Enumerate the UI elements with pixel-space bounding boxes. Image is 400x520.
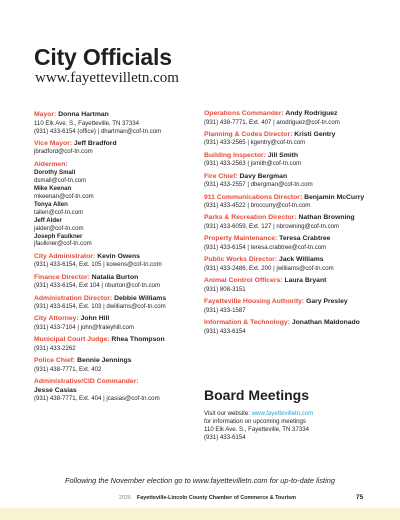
official-name: Jonathan Maldonado (291, 318, 360, 326)
official-name: Kevin Owens (97, 252, 140, 260)
official-role: Animal Control Officers: (204, 277, 283, 285)
official-entry-animal-control (204, 277, 384, 294)
alderman-email: jfaulkner@cof-tn.com (34, 240, 92, 248)
official-role: Administrative/CID Commander: (34, 378, 139, 386)
bottom-decorative-stripe (0, 508, 400, 520)
official-contact: (931) 433-6154, Ext. 103 | dwilliams@cof-tn.com (34, 303, 166, 311)
official-entry-city-attorney (34, 315, 204, 332)
official-entry-cid-commander (34, 378, 204, 403)
alderman-email: dsmall@cof-tn.com (34, 177, 87, 185)
board-info-line: for information on upcoming meetings (204, 417, 306, 425)
official-entry-property-maintenance (204, 235, 384, 252)
official-role: Mayor: (34, 111, 57, 118)
official-entry-administration-director (34, 295, 204, 312)
official-contact: (931) 438-7771, Ext. 407 | arodriguez@cof-tn.com (204, 118, 340, 126)
official-role: Parks & Recreation Director: (204, 214, 297, 222)
page-number: 75 (356, 494, 364, 501)
official-role: Building Inspector: (204, 151, 266, 159)
official-name: Teresa Crabtree (279, 235, 331, 243)
official-role: Vice Mayor: (34, 139, 73, 147)
official-entry-city-administrator (34, 253, 204, 270)
official-contact: (931) 433-4522 | bmccurry@cof-tn.com (204, 202, 311, 210)
official-name: Kristi Gentry (294, 130, 336, 138)
official-name: Benjamin McCurry (304, 193, 365, 201)
official-contact: (931) 433-2262 (34, 344, 76, 352)
official-name: Bennie Jennings (77, 357, 132, 365)
board-address: 110 Elk Ave. S., Fayetteville, TN 37334 (204, 425, 310, 433)
board-meetings-heading: Board Meetings (204, 387, 310, 403)
official-role: Administration Director: (34, 294, 113, 302)
official-name: Nathan Browning (298, 214, 355, 222)
official-role: Municipal Court Judge: (34, 336, 110, 344)
alderman-name: Joseph Faulkner (34, 232, 83, 240)
official-role: Police Chief: (34, 357, 76, 365)
alderman-name: Mike Keenan (34, 185, 72, 193)
official-name: Davy Bergman (239, 172, 288, 180)
official-contact: (931) 433-6154, Ext 104 | nburton@cof-tn.com (34, 282, 160, 290)
official-contact: (931) 433-6154 (office) | dhartman@cof-tn.com (34, 127, 162, 135)
official-role: 911 Communications Director: (204, 193, 303, 201)
election-note: Following the November election go to www.fayettevilletn.com for up-to-date listing (65, 476, 335, 485)
official-entry-planning-codes-director (204, 131, 384, 148)
official-contact: (931) 433-1587 (204, 306, 246, 314)
official-name: Laura Bryant (284, 277, 327, 285)
official-role: Fayetteville Housing Authority: (204, 298, 305, 306)
page-title: City Officials (34, 44, 172, 70)
official-entry-building-inspector (204, 152, 384, 169)
footer-chamber-name: Fayetteville-Lincoln County Chamber of Commerce & Tourism (137, 495, 296, 501)
alderman-name: Dorothy Small (34, 169, 76, 177)
official-name: Natalia Burton (91, 273, 139, 281)
website-url[interactable]: www.fayettevilletn.com (35, 70, 179, 86)
official-contact: (931) 433-2486, Ext. 200 | jwilliams@cof-tn.com (204, 264, 334, 272)
alderman-name: Jeff Alder (34, 216, 62, 224)
official-entry-public-works-director (204, 256, 384, 273)
official-entry-housing-authority (204, 298, 384, 315)
board-website-link[interactable]: www.fayettevilletn.com (251, 410, 314, 417)
official-entry-information-technology (204, 319, 384, 336)
official-name: Jill Smith (267, 151, 299, 159)
official-contact: (931) 433-6154, Ext. 105 | kowens@cof-tn.com (34, 261, 162, 269)
official-role: Planning & Codes Director: (204, 130, 293, 138)
official-contact: jbradford@cof-tn.com (34, 148, 93, 156)
official-contact: (931) 808-3151 (204, 285, 246, 293)
official-name: John Hill (80, 315, 110, 323)
official-contact: (931) 433-7104 | john@fraleyhill.com (34, 324, 134, 331)
alderman-email: mkeenan@cof-tn.com (34, 193, 94, 200)
official-name: Rhea Thompson (111, 336, 165, 344)
official-name: Jesse Casias (34, 386, 77, 394)
official-role: City Administrator: (34, 252, 96, 260)
official-role: Operations Commander: (204, 110, 284, 117)
alderman-email: jalder@cof-tn.com (34, 224, 84, 232)
official-name: Jack Williams (279, 256, 324, 264)
official-entry-aldermen (34, 161, 204, 249)
board-visit-label: Visit our website: (204, 410, 252, 417)
official-role: Fire Chief: (204, 172, 238, 180)
official-contact: (931) 438-7771, Ext. 402 (34, 365, 102, 373)
board-phone: (931) 433-6154 (204, 433, 246, 441)
official-contact: (931) 433-2557 | dbergman@cof-tn.com (204, 181, 313, 189)
official-contact: (931) 438-7771, Ext. 404 | jcasias@cof-tn.com (34, 395, 160, 403)
official-entry-vice-mayor (34, 140, 204, 157)
alderman-name: Tonya Allen (34, 200, 68, 208)
official-contact: (931) 433-6154 (204, 327, 246, 335)
official-role: City Attorney: (34, 315, 79, 323)
official-name: Jeff Bradford (73, 139, 117, 147)
official-role: Information & Technology: (204, 318, 290, 326)
official-address: 110 Elk Ave. S., Fayetteville, TN 37334 (34, 119, 140, 127)
official-entry-municipal-court-judge (34, 336, 204, 353)
official-entry-police-chief (34, 357, 204, 374)
alderman-email: tallen@cof-tn.com (34, 208, 84, 216)
officials-right-column (204, 110, 384, 340)
official-name: Gary Presley (306, 298, 348, 306)
official-contact: (931) 433-2563 | jsmith@cof-tn.com (204, 160, 302, 168)
official-contact: (931) 433-6154 | teresa.crabtree@cof-tn.com (204, 243, 327, 251)
official-name: Andy Rodriguez (285, 110, 338, 117)
official-entry-mayor (34, 111, 204, 135)
footer-year: 2026 (119, 495, 131, 501)
board-meetings-info (204, 410, 384, 442)
official-name: Debbie Williams (114, 294, 167, 302)
official-entry-finance-director (34, 274, 204, 291)
official-role: Property Maintenance: (204, 235, 278, 243)
official-role: Aldermen: (34, 160, 68, 168)
official-entry-parks-director (204, 214, 384, 231)
official-entry-fire-chief (204, 173, 384, 190)
official-entry-operations-commander (204, 110, 384, 127)
official-contact: (931) 433-2565 | kgentry@cof-tn.com (204, 139, 306, 147)
officials-left-column (34, 111, 204, 408)
official-role: Finance Director: (34, 273, 90, 281)
official-entry-911-director (204, 194, 384, 211)
official-name: Donna Hartman (58, 111, 109, 118)
official-contact: (931) 433-6059, Ext. 127 | nbrowning@cof-tn.com (204, 223, 340, 231)
official-role: Public Works Director: (204, 256, 278, 264)
